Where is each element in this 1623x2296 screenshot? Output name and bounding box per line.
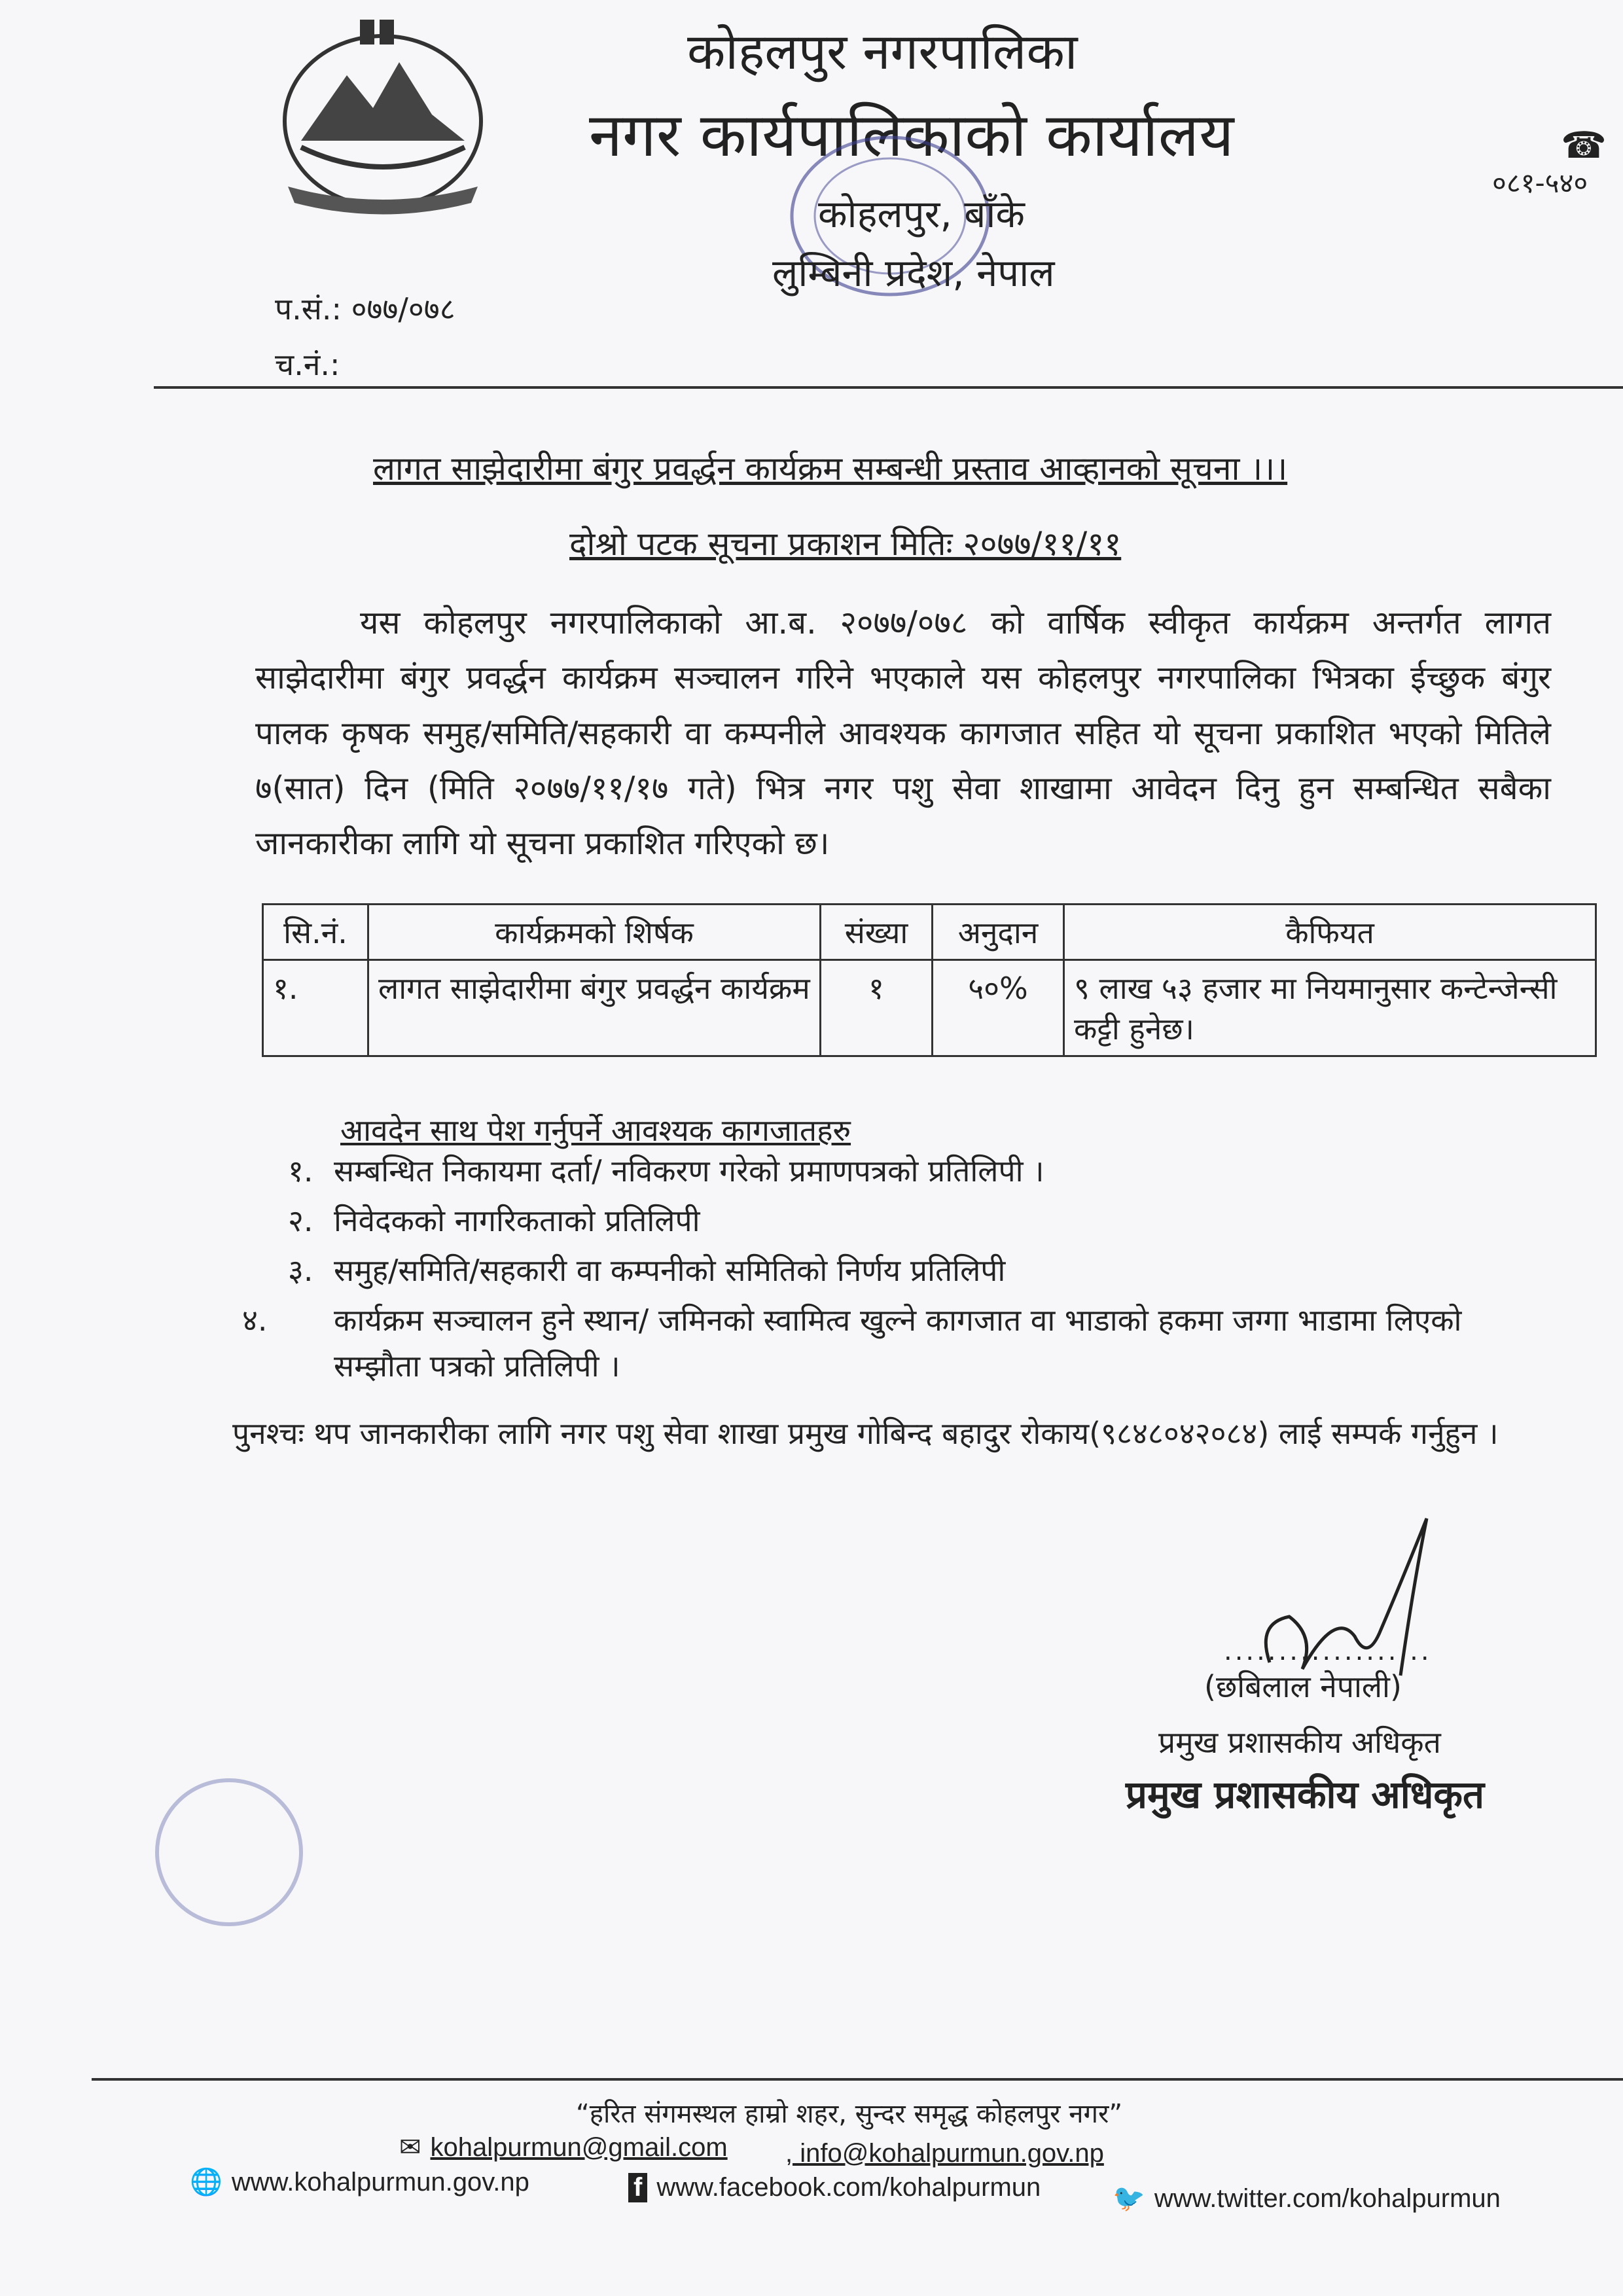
facebook-link[interactable]: www.facebook.com/kohalpurmun	[656, 2173, 1041, 2202]
col-remarks: कैफियत	[1064, 905, 1596, 960]
footer-divider	[92, 2078, 1623, 2081]
header-divider	[154, 386, 1623, 389]
address-line-1: कोहलपुर, बाँके	[818, 192, 1025, 236]
footer-email-secondary	[785, 2139, 1104, 2168]
ref-label: प.सं.:	[275, 291, 342, 327]
col-grant: अनुदान	[933, 905, 1064, 960]
facebook-icon: f	[628, 2173, 647, 2202]
cell-grant: ५०%	[933, 960, 1064, 1056]
signatory-title: प्रमुख प्रशासकीय अधिकृत	[1158, 1725, 1441, 1760]
table-header-row	[263, 905, 1596, 960]
col-sn: सि.नं.	[263, 905, 368, 960]
telephone-icon: ☎	[1561, 124, 1607, 167]
col-title: कार्यक्रमको शिर्षक	[368, 905, 821, 960]
program-table	[262, 903, 1597, 1057]
twitter-link[interactable]: www.twitter.com/kohalpurmun	[1154, 2184, 1501, 2213]
cell-title: लागत साझेदारीमा बंगुर प्रवर्द्धन कार्यक्रम	[368, 960, 821, 1056]
mail-icon: ✉	[399, 2133, 421, 2162]
signatory-name: (छबिलाल नेपाली)	[1204, 1669, 1402, 1704]
phone-number: ०८१-५४०	[1492, 167, 1588, 199]
notice-subtitle: दोश्रो पटक सूचना प्रकाशन मितिः २०७७/११/११	[569, 525, 1122, 563]
postscript: पुनश्चः थप जानकारीका लागि नगर पशु सेवा शाखा प्रमुख गोबिन्द बहादुर रोकाय(९८४८०४२०८४) लाई सम्पर्क गर्नुहुन ।	[232, 1416, 1499, 1451]
notice-body: यस कोहलपुर नगरपालिकाको आ.ब. २०७७/०७८ को वार्षिक स्वीकृत कार्यक्रम अन्तर्गत लागत साझेदारीमा बंगुर प्रवर्द्धन कार्यक्रम सञ्चालन गरिने भएकाले यस कोहलपुर नगरपालिका भित्रका ईच्छुक बंगुर पालक कृषक समुह/समिति/सहकारी वा कम्पनीले आवश्यक कागजात सहित यो सूचना प्रकाशित भएको मितिले ७(सात) दिन (मिति २०७७/११/१७ गते) भित्र नगर पशु सेवा शाखामा आवेदन दिनु हुन सम्बन्धित सबैका जानकारीका लागि यो सूचना प्रकाशित गरिएको छ।	[255, 604, 1551, 863]
cell-count: १	[821, 960, 933, 1056]
col-count: संख्या	[821, 905, 933, 960]
footer-email-primary	[399, 2132, 728, 2162]
ref-value: ०७७/०७८	[351, 291, 455, 327]
website-link[interactable]: www.kohalpurmun.gov.np	[231, 2168, 529, 2197]
signature-line: ...................	[1224, 1636, 1432, 1666]
office-name: नगर कार्यपालिकाको कार्यालय	[589, 100, 1234, 170]
documents-title: आवदेन साथ पेश गर्नुपर्ने आवश्यक कागजातहरु	[340, 1113, 851, 1148]
dispatch-number: च.नं.:	[275, 347, 340, 382]
cell-sn: १.	[263, 960, 368, 1056]
list-item: ३. समुह/समिति/सहकारी वा कम्पनीको समितिको निर्णय प्रतिलिपी	[288, 1252, 1006, 1288]
cell-remarks: ९ लाख ५३ हजार मा नियमानुसार कन्टेन्जेन्सी कट्टी हुनेछ।	[1064, 960, 1596, 1056]
twitter-icon: 🐦	[1113, 2184, 1145, 2213]
signatory-title-stamp: प्रमुख प्रशासकीय अधिकृत	[1126, 1772, 1485, 1817]
faded-seal	[144, 1767, 314, 1937]
list-item: २. निवेदकको नागरिकताको प्रतिलिपी	[288, 1202, 700, 1238]
email-link-secondary[interactable]: , info@kohalpurmun.gov.np	[785, 2139, 1104, 2168]
municipality-name: कोहलपुर नगरपालिका	[687, 22, 1078, 81]
email-link[interactable]: kohalpurmun@gmail.com	[430, 2133, 728, 2162]
documents-list	[242, 1149, 1531, 1393]
footer-twitter	[1113, 2183, 1501, 2214]
reference-number	[275, 288, 455, 329]
table-row	[263, 960, 1596, 1056]
list-item: ४. कार्यक्रम सञ्चालन हुने स्थान/ जमिनको स्वामित्व खुल्ने कागजात वा भाडाको हकमा जग्गा भाडामा लिएको सम्झौता पत्रको प्रतिलिपी ।	[242, 1302, 1462, 1384]
address-line-2: लुम्बिनी प्रदेश, नेपाल	[772, 251, 1055, 295]
list-item: १. सम्बन्धित निकायमा दर्ता/ नविकरण गरेको प्रमाणपत्रको प्रतिलिपी ।	[288, 1153, 1044, 1189]
footer-slogan: “हरित संगमस्थल हाम्रो शहर, सुन्दर समृद्ध कोहलपुर नगर”	[576, 2099, 1123, 2129]
footer-website	[190, 2166, 529, 2197]
globe-icon: 🌐	[190, 2168, 223, 2197]
footer-facebook	[628, 2173, 1041, 2202]
notice-title: लागत साझेदारीमा बंगुर प्रवर्द्धन कार्यक्रम सम्बन्धी प्रस्ताव आव्हानको सूचना ।।।	[373, 450, 1288, 488]
nepal-emblem	[262, 16, 504, 219]
